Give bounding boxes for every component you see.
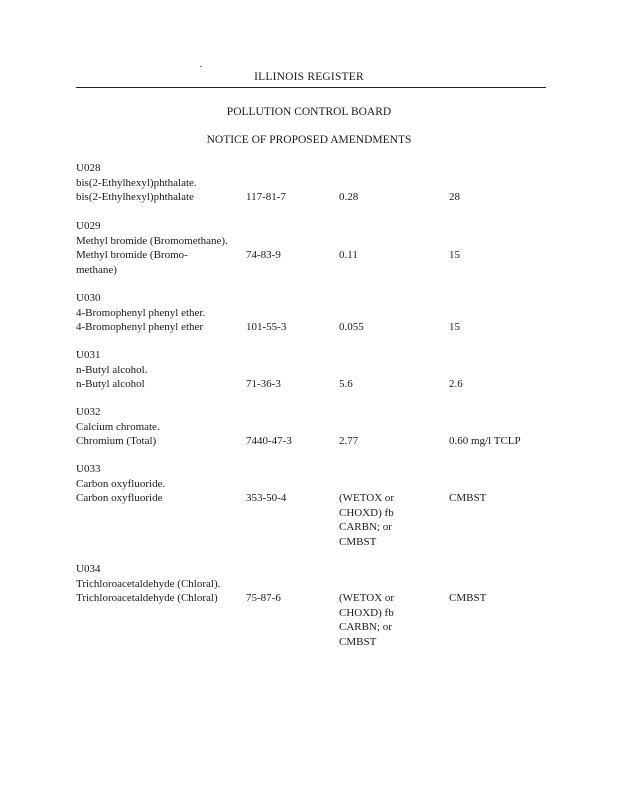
register-title: ILLINOIS REGISTER — [254, 71, 364, 83]
waste-code: U032 — [76, 406, 101, 418]
wastewater-standard: 0.11 — [339, 249, 358, 261]
nonwastewater-standard: 28 — [449, 191, 460, 203]
wastewater-standard: (WETOX or CHOXD) fb CARBN; or CMBST — [339, 592, 395, 648]
nonwastewater-standard: 2.6 — [449, 378, 463, 390]
wastewater-standard: 5.6 — [339, 378, 353, 390]
regulated-constituent: bis(2-Ethylhexyl)phthalate — [76, 191, 194, 203]
common-name: n-Butyl alcohol. — [76, 363, 148, 376]
nonwastewater-standard: 15 — [449, 321, 460, 333]
cas-number: 101-55-3 — [246, 321, 287, 333]
waste-code: U033 — [76, 463, 101, 475]
cas-number: 74-83-9 — [246, 249, 281, 261]
waste-code: U029 — [76, 220, 101, 232]
common-name: Calcium chromate. — [76, 420, 160, 433]
nonwastewater-standard: CMBST — [449, 492, 487, 504]
common-name: Trichloroacetaldehyde (Chloral). — [76, 577, 221, 590]
header-rule — [76, 87, 546, 88]
cas-number: 71-36-3 — [246, 378, 281, 390]
board-title: POLLUTION CONTROL BOARD — [226, 106, 392, 118]
wastewater-standard: (WETOX or CHOXD) fb CARBN; or CMBST — [339, 492, 395, 548]
waste-code: U030 — [76, 292, 101, 304]
common-name: bis(2-Ethylhexyl)phthalate. — [76, 176, 197, 189]
regulated-constituent: Carbon oxyfluoride — [76, 492, 163, 504]
wastewater-standard: 0.055 — [339, 321, 364, 333]
cas-number: 75-87-6 — [246, 592, 281, 604]
regulated-constituent: Methyl bromide (Bromo-methane) — [76, 249, 188, 276]
nonwastewater-standard: 15 — [449, 249, 460, 261]
common-name: Carbon oxyfluoride. — [76, 477, 166, 490]
nonwastewater-standard: 0.60 mg/l TCLP — [449, 435, 521, 447]
waste-code: U034 — [76, 563, 101, 575]
waste-code: U028 — [76, 162, 101, 174]
regulated-constituent: Chromium (Total) — [76, 435, 157, 447]
common-name: 4-Bromophenyl phenyl ether. — [76, 306, 206, 319]
scan-speck — [200, 66, 202, 67]
common-name: Methyl bromide (Bromomethane). — [76, 234, 228, 247]
nonwastewater-standard: CMBST — [449, 592, 487, 604]
wastewater-standard: 2.77 — [339, 435, 359, 447]
cas-number: 7440-47-3 — [246, 435, 292, 447]
regulated-constituent: 4-Bromophenyl phenyl ether — [76, 321, 204, 333]
regulated-constituent: Trichloroacetaldehyde (Chloral) — [76, 592, 218, 604]
wastewater-standard: 0.28 — [339, 191, 359, 203]
cas-number: 353-50-4 — [246, 492, 287, 504]
waste-code: U031 — [76, 349, 101, 361]
notice-title: NOTICE OF PROPOSED AMENDMENTS — [206, 134, 412, 146]
regulated-constituent: n-Butyl alcohol — [76, 378, 145, 390]
cas-number: 117-81-7 — [246, 191, 286, 203]
